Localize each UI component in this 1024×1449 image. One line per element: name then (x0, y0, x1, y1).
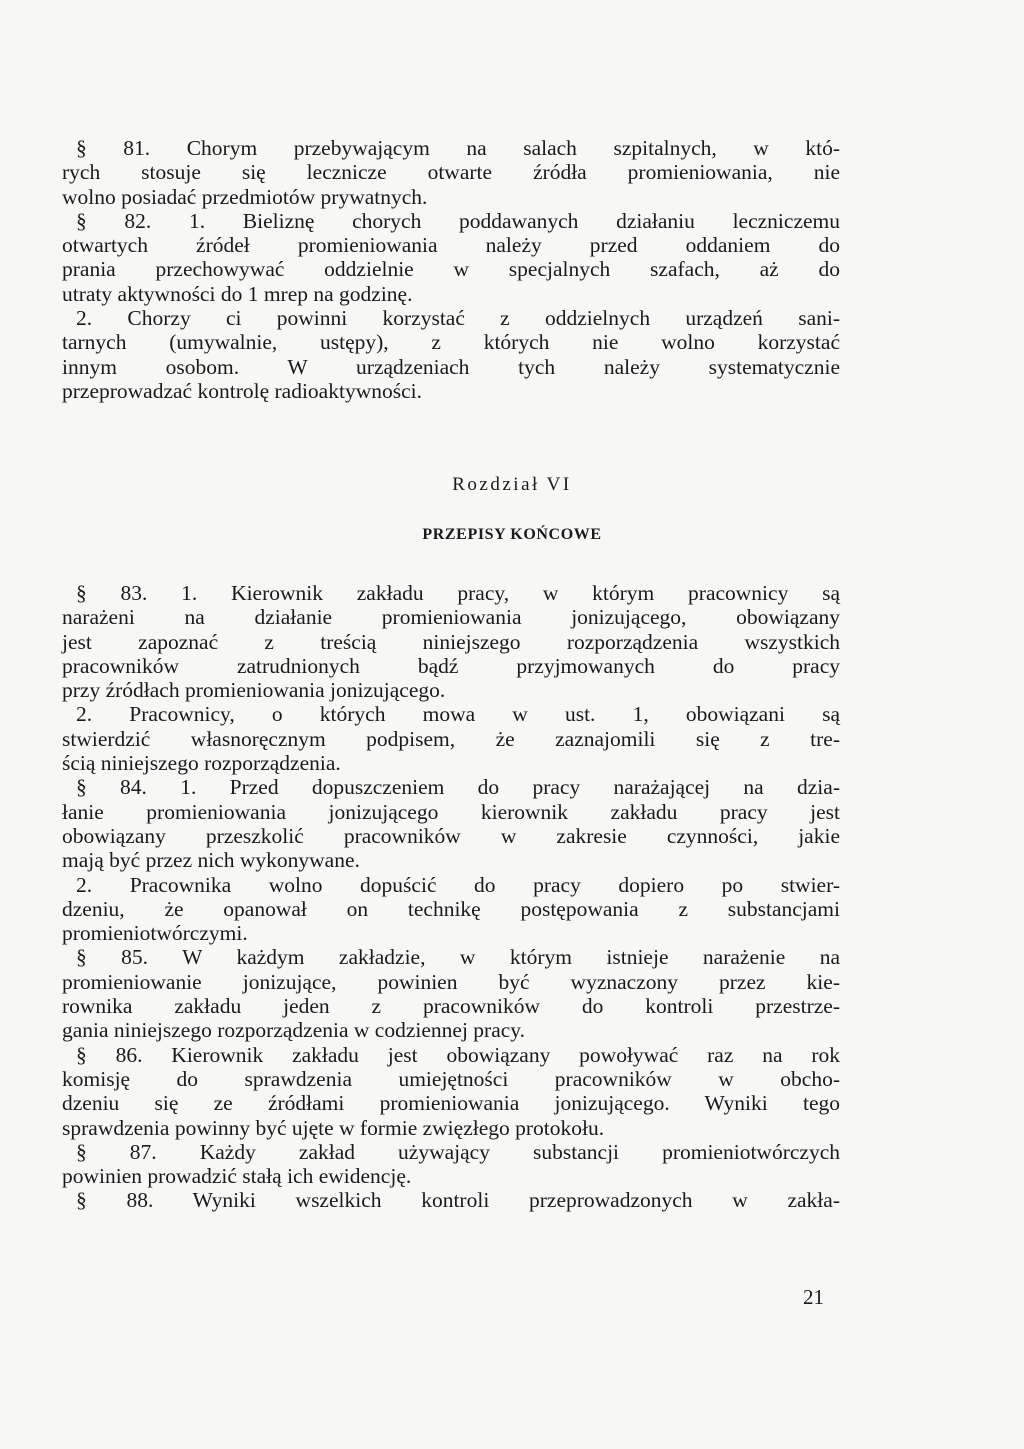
paragraph-83-line: jest zapoznać z treścią niniejszego rozporządzenia wszystkich (62, 629, 840, 654)
paragraph-82-line: § 82. 1. Bieliznę chorych poddawanych działaniu leczniczemu (76, 208, 840, 233)
paragraph-84-line: mają być przez nich wykonywane. (62, 848, 360, 873)
paragraph-87-line: § 87. Każdy zakład używający substancji promieniotwórczych (76, 1139, 840, 1164)
paragraph-81-line: wolno posiadać przedmiotów prywatnych. (62, 184, 428, 209)
chapter-heading: Rozdział VI (452, 474, 572, 495)
paragraph-88-line: § 88. Wyniki wszelkich kontroli przeprowadzonych w zakła- (76, 1188, 840, 1213)
paragraph-83-2-line: stwierdzić własnoręcznym podpisem, że zaznajomili się z tre- (62, 726, 840, 751)
paragraph-81-line: § 81. Chorym przebywającym na salach szpitalnych, w któ- (76, 136, 840, 160)
paragraph-82-2-line: innym osobom. W urządzeniach tych należy systematycznie (62, 354, 840, 379)
paragraph-82-line: prania przechowywać oddzielnie w specjalnych szafach, aż do (62, 257, 840, 282)
paragraph-83-2-line: ścią niniejszego rozporządzenia. (62, 751, 341, 776)
paragraph-81-line: rych stosuje się lecznicze otwarte źródła promieniowania, nie (62, 160, 840, 185)
paragraph-82-2-line: 2. Chorzy ci powinni korzystać z oddzielnych urządzeń sani- (76, 306, 840, 331)
paragraph-83-line: przy źródłach promieniowania jonizującego. (62, 678, 446, 703)
page-number: 21 (803, 1285, 824, 1309)
paragraph-83-line: narażeni na działanie promieniowania jonizującego, obowiązany (62, 605, 840, 630)
bottom-text-block (62, 581, 840, 1213)
paragraph-84-line: obowiązany przeszkolić pracowników w zakresie czynności, jakie (62, 823, 840, 848)
paragraph-82-2-line: przeprowadzać kontrolę radioaktywności. (62, 378, 422, 403)
paragraph-85-line: rownika zakładu jeden z pracowników do kontroli przestrze- (62, 994, 840, 1019)
paragraph-85-line: promieniowanie jonizujące, powinien być wyznaczony przez kie- (62, 969, 840, 994)
paragraph-84-line: łanie promieniowania jonizującego kierownik zakładu pracy jest (62, 799, 840, 824)
paragraph-85-line: gania niniejszego rozporządzenia w codziennej pracy. (62, 1018, 526, 1043)
paragraph-82-line: otwartych źródeł promieniowania należy przed oddaniem do (62, 233, 840, 258)
paragraph-84-2-line: 2. Pracownika wolno dopuścić do pracy dopiero po stwier- (76, 872, 840, 897)
top-text-block (62, 136, 840, 403)
paragraph-83-line: pracowników zatrudnionych bądź przyjmowanych do pracy (62, 653, 840, 678)
paragraph-83-2-line: 2. Pracownicy, o których mowa w ust. 1, obowiązani są (76, 702, 840, 727)
paragraph-86-line: sprawdzenia powinny być ujęte w formie zwięzłego protokołu. (62, 1115, 605, 1140)
paragraph-87-line: powinien prowadzić stałą ich ewidencję. (62, 1164, 412, 1189)
paragraph-86-line: § 86. Kierownik zakładu jest obowiązany powoływać raz na rok (76, 1042, 840, 1067)
paragraph-86-line: dzeniu się ze źródłami promieniowania jonizującego. Wyniki tego (62, 1091, 840, 1116)
paragraph-82-line: utraty aktywności do 1 mrep na godzinę. (62, 281, 413, 306)
paragraph-83-line: § 83. 1. Kierownik zakładu pracy, w którym pracownicy są (76, 581, 840, 605)
paragraph-84-2-line: dzeniu, że opanował on technikę postępowania z substancjami (62, 896, 840, 921)
paragraph-84-line: § 84. 1. Przed dopuszczeniem do pracy narażającej na dzia- (76, 775, 840, 800)
paragraph-82-2-line: tarnych (umywalnie, ustępy), z których nie wolno korzystać (62, 330, 840, 355)
paragraph-86-line: komisję do sprawdzenia umiejętności pracowników w obcho- (62, 1066, 840, 1091)
paragraph-84-2-line: promieniotwórczymi. (62, 921, 248, 946)
paragraph-85-line: § 85. W każdym zakładzie, w którym istnieje narażenie na (76, 945, 840, 970)
section-title: PRZEPISY KOŃCOWE (422, 526, 602, 543)
